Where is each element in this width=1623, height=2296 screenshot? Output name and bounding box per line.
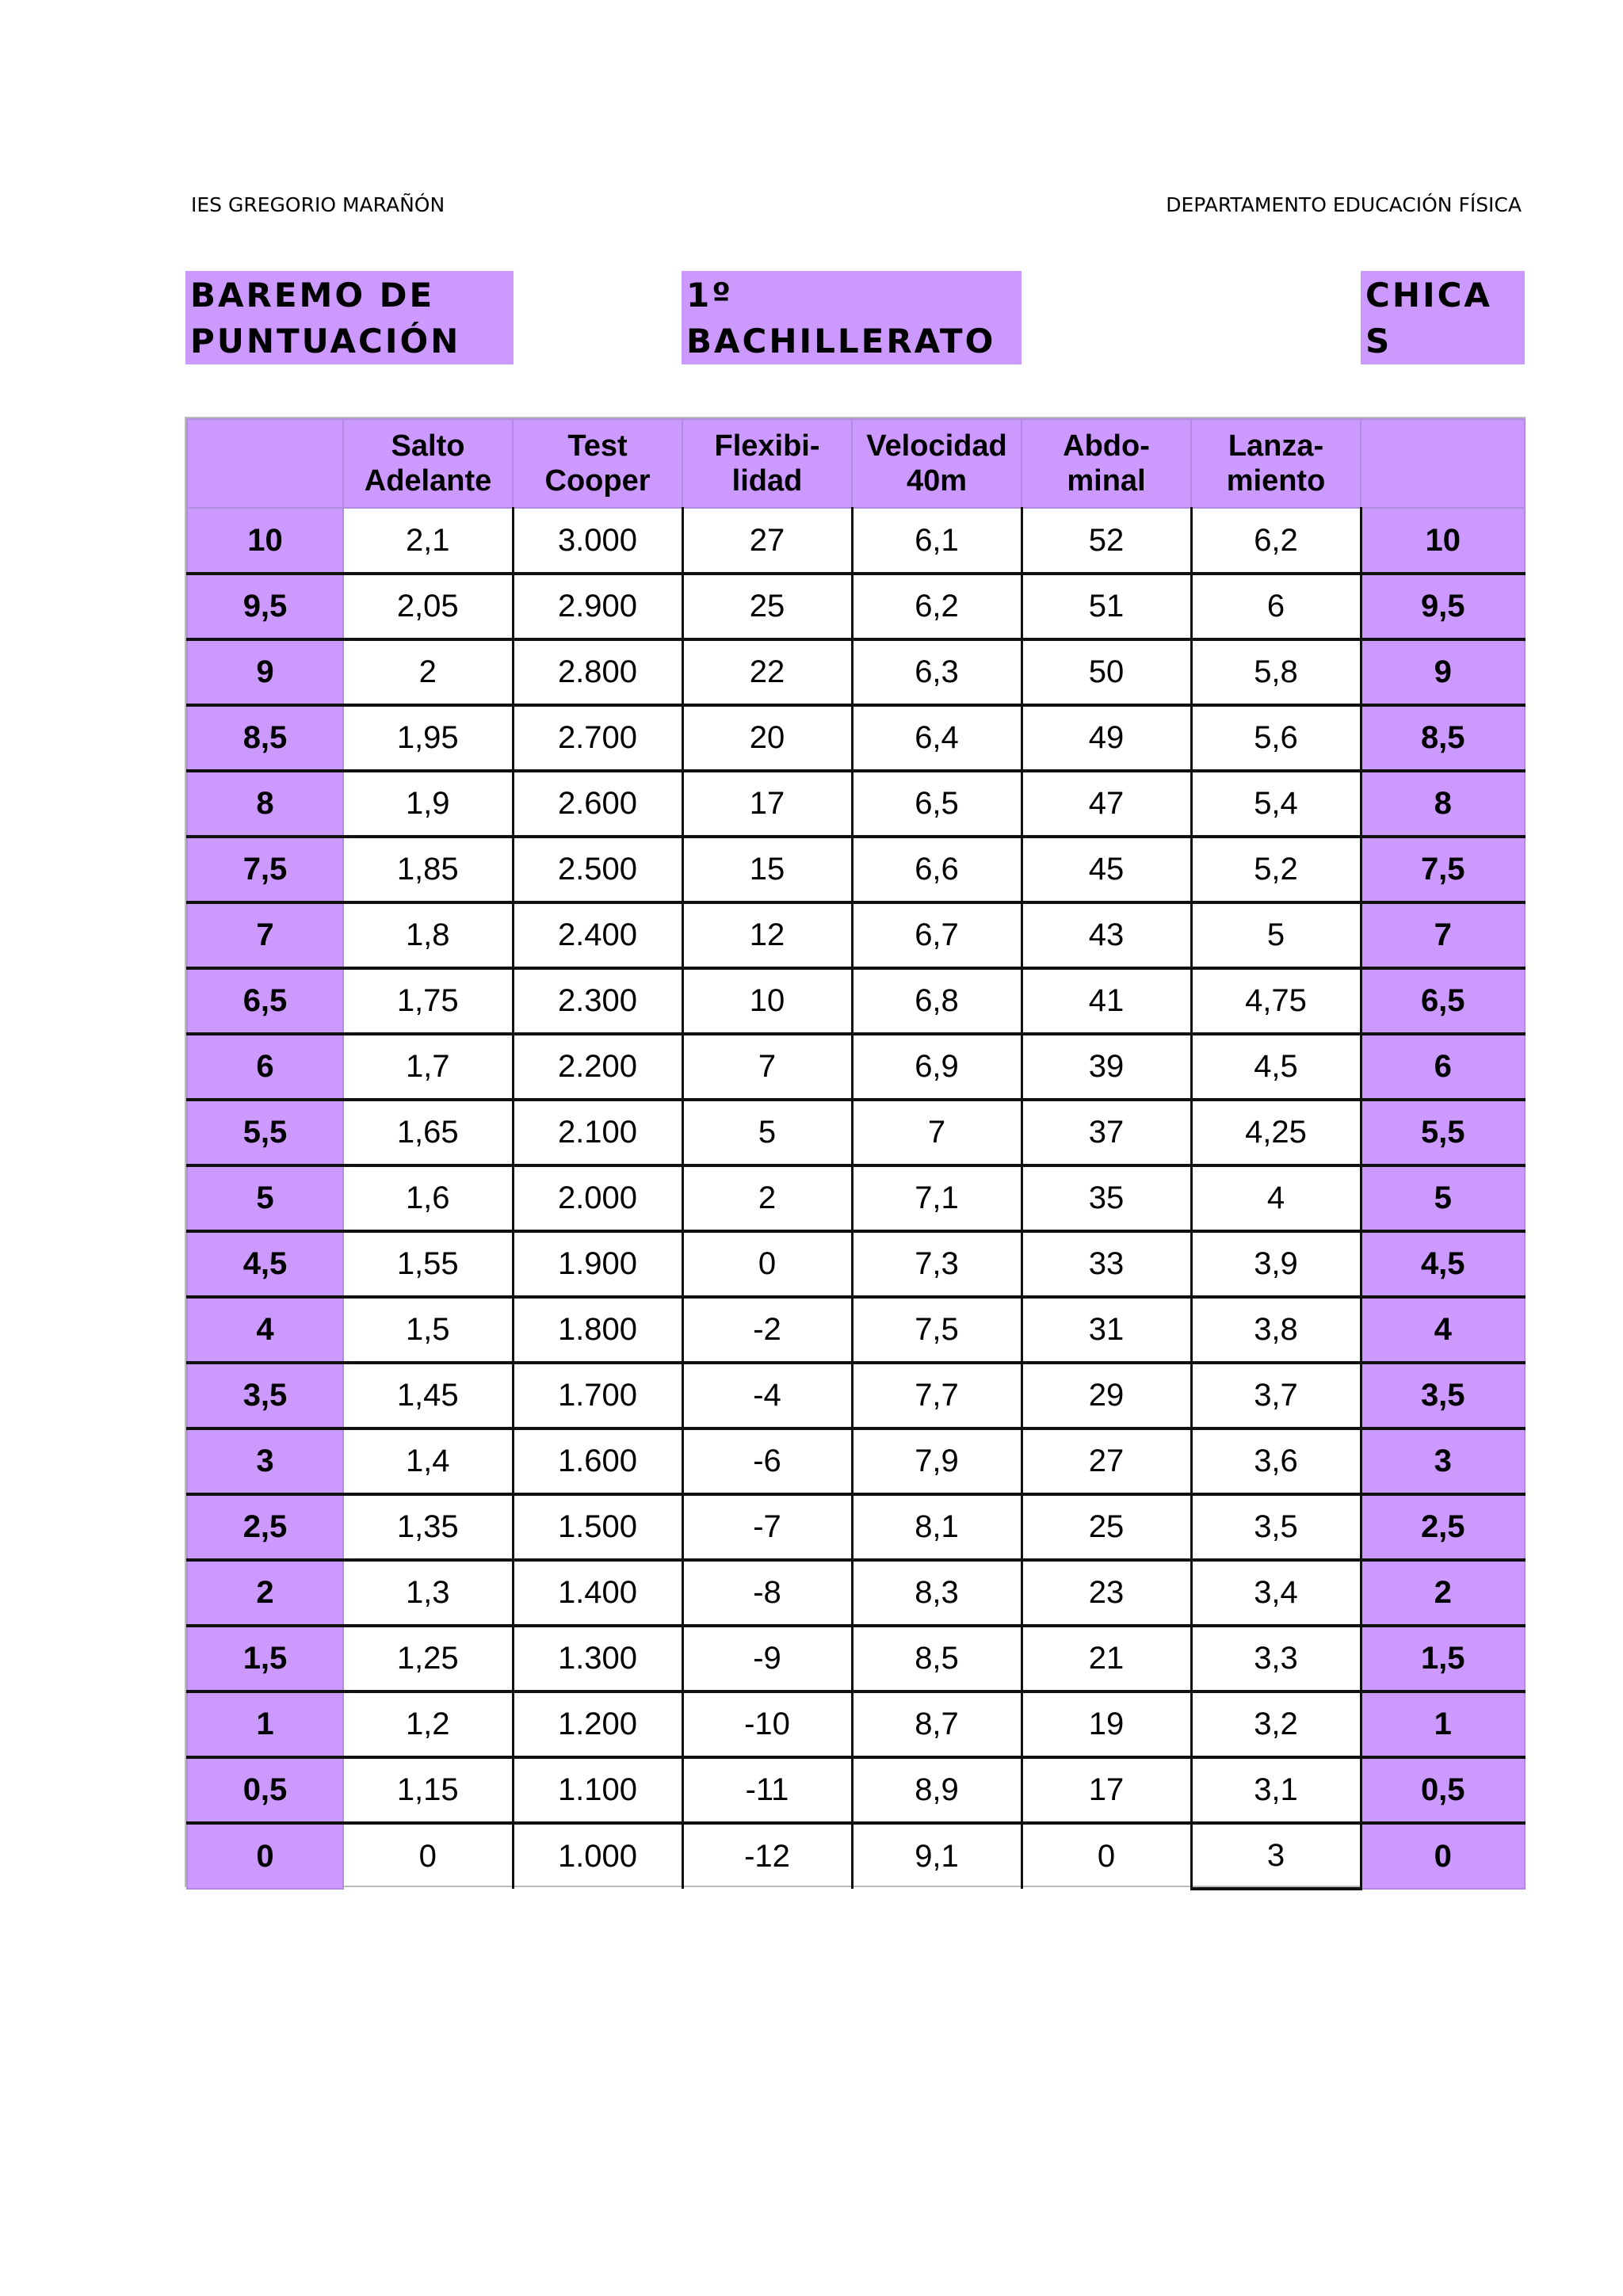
table-cell: 10 <box>682 968 852 1034</box>
table-cell: 8,7 <box>852 1691 1022 1757</box>
table-cell: 1.400 <box>513 1560 682 1626</box>
score-right: 9,5 <box>1361 574 1525 639</box>
department-name: DEPARTAMENTO EDUCACIÓN FÍSICA <box>1166 193 1522 216</box>
table-cell: 8,3 <box>852 1560 1022 1626</box>
table-cell: 2.400 <box>513 902 682 968</box>
score-right: 8,5 <box>1361 705 1525 771</box>
table-cell: 3,4 <box>1191 1560 1361 1626</box>
table-cell: 43 <box>1022 902 1191 968</box>
table-cell: 19 <box>1022 1691 1191 1757</box>
column-header-line1: Test <box>567 429 628 463</box>
table-cell: 7,5 <box>852 1297 1022 1363</box>
table-row <box>187 639 1525 705</box>
title-course-line2: BACHILLERATO <box>686 322 996 360</box>
table-cell: 6,2 <box>1191 508 1361 574</box>
table-cell: 7,1 <box>852 1165 1022 1231</box>
table-cell: 2.800 <box>513 639 682 705</box>
table-cell: 1,55 <box>343 1231 513 1297</box>
score-left: 2,5 <box>187 1494 343 1560</box>
table-cell: 1.200 <box>513 1691 682 1757</box>
table-cell: 17 <box>1022 1757 1191 1823</box>
table-cell: 2.100 <box>513 1100 682 1165</box>
table-cell: 2.500 <box>513 837 682 902</box>
score-left: 6 <box>187 1034 343 1100</box>
table-row <box>187 1560 1525 1626</box>
table-cell: -10 <box>682 1691 852 1757</box>
score-right: 3 <box>1361 1428 1525 1494</box>
title-course <box>682 271 1022 364</box>
table-row <box>187 1757 1525 1823</box>
table-cell: -8 <box>682 1560 852 1626</box>
table-cell: 7 <box>682 1034 852 1100</box>
column-header-line2: Adelante <box>364 464 492 498</box>
table-cell: -6 <box>682 1428 852 1494</box>
table-cell: 6,6 <box>852 837 1022 902</box>
table-cell: 3,5 <box>1191 1494 1361 1560</box>
score-right: 5 <box>1361 1165 1525 1231</box>
table-cell: 50 <box>1022 639 1191 705</box>
table-cell: 1,75 <box>343 968 513 1034</box>
table-cell: 1.300 <box>513 1626 682 1691</box>
score-right: 1 <box>1361 1691 1525 1757</box>
title-baremo-line2: PUNTUACIÓN <box>190 322 461 360</box>
score-left: 3 <box>187 1428 343 1494</box>
table-cell: 21 <box>1022 1626 1191 1691</box>
header-score-left <box>187 419 343 508</box>
table-cell: 1,85 <box>343 837 513 902</box>
score-right: 0,5 <box>1361 1757 1525 1823</box>
table-cell: 15 <box>682 837 852 902</box>
column-header-line2: minal <box>1067 464 1146 498</box>
table-row <box>187 574 1525 639</box>
table-cell: 6,7 <box>852 902 1022 968</box>
table-cell: 2 <box>343 639 513 705</box>
table-cell: 49 <box>1022 705 1191 771</box>
table-cell: 3,7 <box>1191 1363 1361 1428</box>
score-left: 4 <box>187 1297 343 1363</box>
table-cell: 1,15 <box>343 1757 513 1823</box>
table-cell: 39 <box>1022 1034 1191 1100</box>
score-right: 7 <box>1361 902 1525 968</box>
table-cell: -2 <box>682 1297 852 1363</box>
table-cell: 17 <box>682 771 852 837</box>
table-cell: 6,5 <box>852 771 1022 837</box>
table-cell: 5,4 <box>1191 771 1361 837</box>
table-cell: 4,25 <box>1191 1100 1361 1165</box>
table-cell: 1,6 <box>343 1165 513 1231</box>
table-cell: -11 <box>682 1757 852 1823</box>
table-cell: 5 <box>1191 902 1361 968</box>
table-cell: 3,8 <box>1191 1297 1361 1363</box>
score-right: 9 <box>1361 639 1525 705</box>
score-left: 5 <box>187 1165 343 1231</box>
table-row <box>187 1823 1525 1889</box>
table-cell: 1.800 <box>513 1297 682 1363</box>
table-cell: 1,2 <box>343 1691 513 1757</box>
table-cell: 7 <box>852 1100 1022 1165</box>
table-cell: 9,1 <box>852 1823 1022 1889</box>
table-body <box>187 508 1525 1889</box>
table-cell: 3,6 <box>1191 1428 1361 1494</box>
table-cell: 2.300 <box>513 968 682 1034</box>
table-cell: 1.700 <box>513 1363 682 1428</box>
table-cell: 1.600 <box>513 1428 682 1494</box>
score-left: 7,5 <box>187 837 343 902</box>
table-cell: 25 <box>682 574 852 639</box>
score-left: 7 <box>187 902 343 968</box>
table-row <box>187 1428 1525 1494</box>
table-cell: 37 <box>1022 1100 1191 1165</box>
table-cell: 33 <box>1022 1231 1191 1297</box>
table-cell: 0 <box>682 1231 852 1297</box>
table-cell: 27 <box>1022 1428 1191 1494</box>
table-cell: 3,1 <box>1191 1757 1361 1823</box>
scoring-table-wrapper <box>185 417 1526 1887</box>
table-cell: 6,3 <box>852 639 1022 705</box>
table-cell: 8,5 <box>852 1626 1022 1691</box>
table-cell: 1,45 <box>343 1363 513 1428</box>
table-cell: 27 <box>682 508 852 574</box>
table-cell: 12 <box>682 902 852 968</box>
table-cell: 3,9 <box>1191 1231 1361 1297</box>
title-group-line1: CHICA <box>1365 276 1492 315</box>
table-row <box>187 1626 1525 1691</box>
table-cell: 6,2 <box>852 574 1022 639</box>
page-header <box>191 193 1522 225</box>
column-header-line2: 40m <box>906 464 968 498</box>
column-header <box>343 419 513 508</box>
table-cell: 2.900 <box>513 574 682 639</box>
table-cell: 0 <box>1022 1823 1191 1889</box>
table-cell: 2,1 <box>343 508 513 574</box>
table-cell: 3,3 <box>1191 1626 1361 1691</box>
table-row <box>187 837 1525 902</box>
title-baremo-line1: BAREMO DE <box>190 276 435 315</box>
table-cell: 1,35 <box>343 1494 513 1560</box>
table-cell: 1,95 <box>343 705 513 771</box>
column-header <box>1191 419 1361 508</box>
table-cell: -12 <box>682 1823 852 1889</box>
scoring-table <box>186 418 1526 1890</box>
table-cell: 29 <box>1022 1363 1191 1428</box>
table-row <box>187 1034 1525 1100</box>
school-name: IES GREGORIO MARAÑÓN <box>191 193 445 216</box>
score-right: 1,5 <box>1361 1626 1525 1691</box>
score-right: 0 <box>1361 1823 1525 1889</box>
table-cell: 4,75 <box>1191 968 1361 1034</box>
table-cell: 47 <box>1022 771 1191 837</box>
score-left: 8,5 <box>187 705 343 771</box>
table-cell: 8,9 <box>852 1757 1022 1823</box>
score-right: 4 <box>1361 1297 1525 1363</box>
table-cell: 41 <box>1022 968 1191 1034</box>
table-row <box>187 1363 1525 1428</box>
table-cell: 23 <box>1022 1560 1191 1626</box>
table-cell: 4 <box>1191 1165 1361 1231</box>
table-cell: 4,5 <box>1191 1034 1361 1100</box>
table-cell: 1,4 <box>343 1428 513 1494</box>
table-cell: 25 <box>1022 1494 1191 1560</box>
table-cell: 2.200 <box>513 1034 682 1100</box>
table-cell: 22 <box>682 639 852 705</box>
table-cell: -9 <box>682 1626 852 1691</box>
column-header <box>682 419 852 508</box>
score-right: 6,5 <box>1361 968 1525 1034</box>
table-row <box>187 705 1525 771</box>
score-right: 8 <box>1361 771 1525 837</box>
table-cell: 1.500 <box>513 1494 682 1560</box>
score-right: 2,5 <box>1361 1494 1525 1560</box>
score-left: 0,5 <box>187 1757 343 1823</box>
table-cell: 1,65 <box>343 1100 513 1165</box>
table-row <box>187 508 1525 574</box>
table-cell: 5,2 <box>1191 837 1361 902</box>
score-left: 1,5 <box>187 1626 343 1691</box>
table-cell: 8,1 <box>852 1494 1022 1560</box>
table-row <box>187 968 1525 1034</box>
column-header-line2: miento <box>1226 464 1326 498</box>
table-cell: -7 <box>682 1494 852 1560</box>
table-cell: 35 <box>1022 1165 1191 1231</box>
column-header-line1: Abdo- <box>1063 429 1150 463</box>
table-cell: 1,7 <box>343 1034 513 1100</box>
table-cell: 5,6 <box>1191 705 1361 771</box>
score-left: 2 <box>187 1560 343 1626</box>
table-cell: 1,9 <box>343 771 513 837</box>
table-header-row <box>187 419 1525 508</box>
table-cell: -4 <box>682 1363 852 1428</box>
table-cell: 3 <box>1191 1823 1361 1889</box>
score-left: 8 <box>187 771 343 837</box>
table-cell: 1.000 <box>513 1823 682 1889</box>
table-row <box>187 1100 1525 1165</box>
score-left: 10 <box>187 508 343 574</box>
column-header-line2: lidad <box>731 464 803 498</box>
score-left: 0 <box>187 1823 343 1889</box>
table-cell: 3,2 <box>1191 1691 1361 1757</box>
score-left: 4,5 <box>187 1231 343 1297</box>
table-row <box>187 1297 1525 1363</box>
score-right: 5,5 <box>1361 1100 1525 1165</box>
score-left: 9,5 <box>187 574 343 639</box>
table-cell: 6,4 <box>852 705 1022 771</box>
table-cell: 2,05 <box>343 574 513 639</box>
table-cell: 5,8 <box>1191 639 1361 705</box>
score-right: 3,5 <box>1361 1363 1525 1428</box>
score-right: 10 <box>1361 508 1525 574</box>
table-cell: 1.900 <box>513 1231 682 1297</box>
table-cell: 5 <box>682 1100 852 1165</box>
table-cell: 2 <box>682 1165 852 1231</box>
table-cell: 20 <box>682 705 852 771</box>
column-header <box>513 419 682 508</box>
column-header-line1: Flexibi- <box>714 429 820 463</box>
title-course-line1: 1º <box>686 276 733 315</box>
table-cell: 2.700 <box>513 705 682 771</box>
table-cell: 6,9 <box>852 1034 1022 1100</box>
title-group-line2: S <box>1365 322 1392 360</box>
score-right: 7,5 <box>1361 837 1525 902</box>
title-baremo <box>185 271 514 364</box>
table-cell: 6,8 <box>852 968 1022 1034</box>
table-cell: 7,7 <box>852 1363 1022 1428</box>
header-score-right <box>1361 419 1525 508</box>
table-row <box>187 771 1525 837</box>
column-header-line2: Cooper <box>544 464 651 498</box>
table-cell: 2.600 <box>513 771 682 837</box>
table-cell: 1,5 <box>343 1297 513 1363</box>
score-left: 6,5 <box>187 968 343 1034</box>
score-left: 3,5 <box>187 1363 343 1428</box>
table-cell: 1.100 <box>513 1757 682 1823</box>
column-header-line1: Velocidad <box>866 429 1007 463</box>
column-header-line1: Salto <box>391 429 465 463</box>
table-cell: 31 <box>1022 1297 1191 1363</box>
table-cell: 2.000 <box>513 1165 682 1231</box>
table-cell: 1,25 <box>343 1626 513 1691</box>
table-cell: 1,3 <box>343 1560 513 1626</box>
table-cell: 1,8 <box>343 902 513 968</box>
table-cell: 45 <box>1022 837 1191 902</box>
table-cell: 7,3 <box>852 1231 1022 1297</box>
score-right: 4,5 <box>1361 1231 1525 1297</box>
table-cell: 6 <box>1191 574 1361 639</box>
table-row <box>187 1691 1525 1757</box>
table-row <box>187 1231 1525 1297</box>
table-row <box>187 902 1525 968</box>
table-cell: 7,9 <box>852 1428 1022 1494</box>
score-left: 9 <box>187 639 343 705</box>
table-cell: 51 <box>1022 574 1191 639</box>
column-header <box>852 419 1022 508</box>
score-left: 1 <box>187 1691 343 1757</box>
table-row <box>187 1494 1525 1560</box>
table-cell: 52 <box>1022 508 1191 574</box>
score-left: 5,5 <box>187 1100 343 1165</box>
table-row <box>187 1165 1525 1231</box>
score-right: 2 <box>1361 1560 1525 1626</box>
title-group <box>1361 271 1525 364</box>
table-cell: 6,1 <box>852 508 1022 574</box>
table-cell: 3.000 <box>513 508 682 574</box>
table-cell: 0 <box>343 1823 513 1889</box>
score-right: 6 <box>1361 1034 1525 1100</box>
column-header-line1: Lanza- <box>1228 429 1324 463</box>
column-header <box>1022 419 1191 508</box>
